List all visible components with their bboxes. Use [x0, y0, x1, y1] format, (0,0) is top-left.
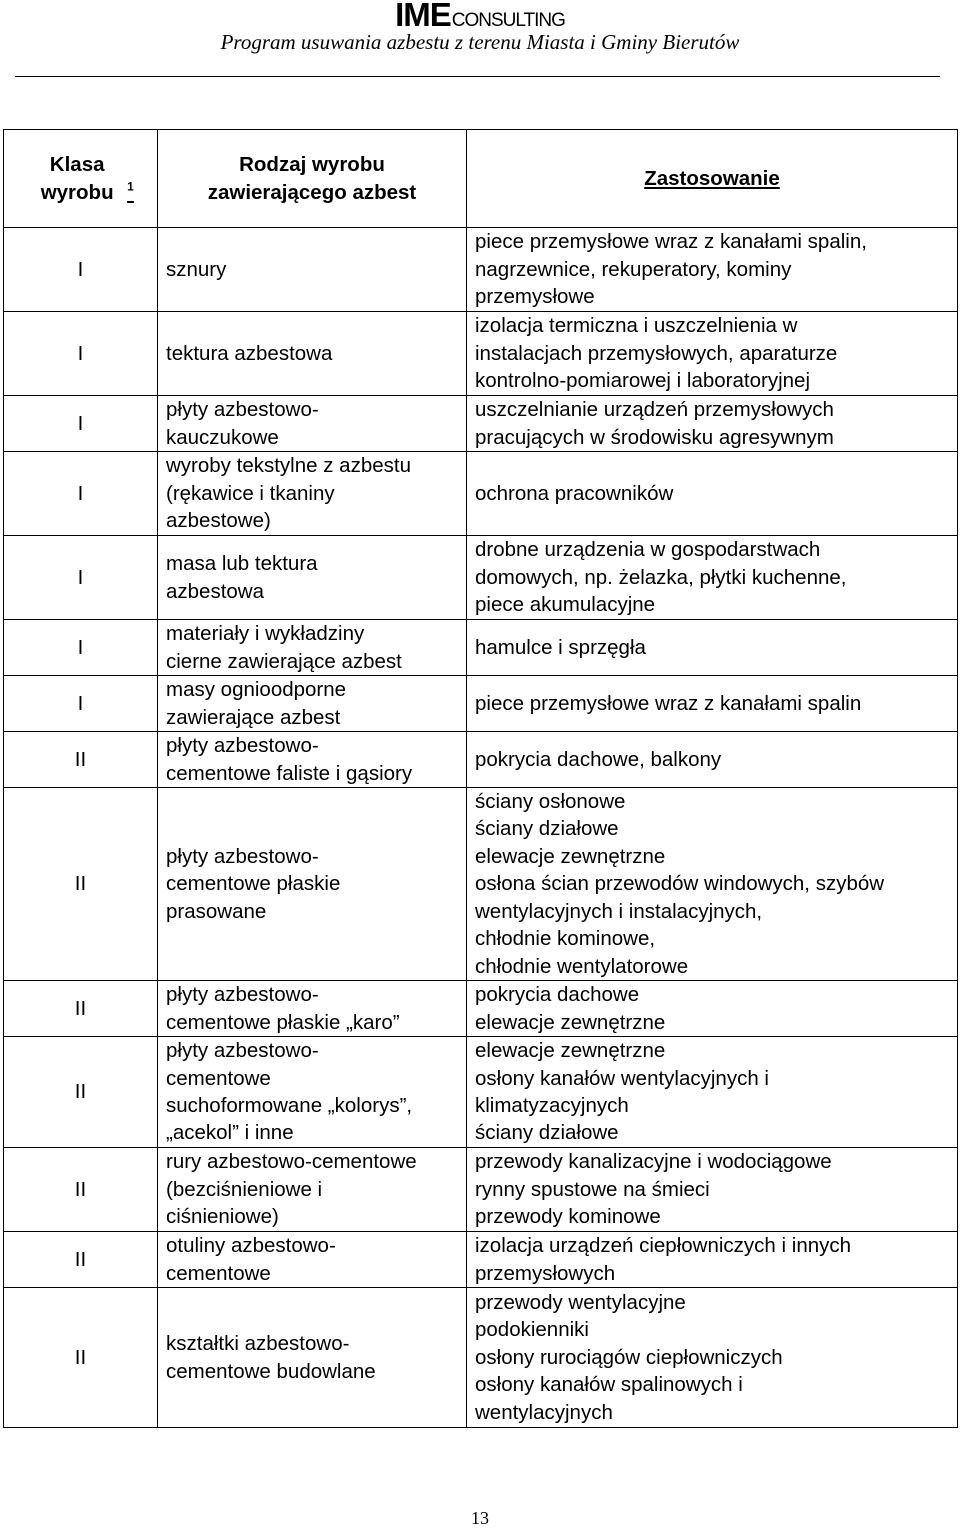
usage-line: ściany działowe [475, 817, 619, 841]
class-cell: I [4, 452, 158, 536]
product-line: rury azbestowo-cementowe [166, 1150, 417, 1174]
class-cell: II [4, 1232, 158, 1288]
table-row [4, 536, 958, 620]
product-line: płyty azbestowo- [166, 734, 319, 758]
usage-line: domowych, np. żelazka, płytki kuchenne, [475, 565, 847, 589]
product-line: płyty azbestowo- [166, 844, 319, 868]
product-cell [158, 228, 467, 312]
product-line: cementowe [166, 1261, 271, 1285]
table-row [4, 732, 958, 788]
product-line: azbestowe) [166, 509, 271, 533]
usage-line: pracujących w środowisku agresywnym [475, 425, 834, 449]
class-cell: II [4, 1148, 158, 1232]
product-line: cementowe [166, 1066, 271, 1090]
header-class [4, 130, 158, 228]
table-row [4, 1288, 958, 1428]
table-header-row [4, 130, 958, 228]
table-row [4, 396, 958, 452]
product-cell [158, 981, 467, 1037]
product-line: ciśnieniowe) [166, 1205, 279, 1229]
usage-line: ochrona pracowników [475, 481, 674, 505]
usage-cell [467, 981, 958, 1037]
usage-line: osłony kanałów spalinowych i [475, 1373, 743, 1397]
class-cell: II [4, 981, 158, 1037]
header-divider [15, 76, 940, 77]
table-row [4, 452, 958, 536]
table-row [4, 981, 958, 1037]
document-header-title: Program usuwania azbestu z terenu Miasta i Gminy Bierutów [220, 30, 740, 54]
product-line: azbestowa [166, 579, 265, 603]
product-line: kształtki azbestowo- [166, 1332, 350, 1356]
product-line: tektura azbestowa [166, 341, 333, 365]
usage-line: osłony kanałów wentylacyjnych i [475, 1066, 769, 1090]
usage-line: instalacjach przemysłowych, aparaturze [475, 341, 838, 365]
class-cell: I [4, 312, 158, 396]
usage-line: drobne urządzenia w gospodarstwach [475, 538, 821, 562]
usage-line: elewacje zewnętrzne [475, 1010, 666, 1034]
usage-cell [467, 1288, 958, 1428]
product-cell [158, 676, 467, 732]
usage-cell [467, 788, 958, 981]
usage-line: przewody kanalizacyjne i wodociągowe [475, 1150, 832, 1174]
company-logo [0, 0, 960, 33]
asbestos-products-table [3, 129, 958, 1428]
usage-line: izolacja termiczna i uszczelnienia w [475, 314, 798, 338]
product-line: cementowe budowlane [166, 1359, 376, 1383]
usage-cell [467, 1148, 958, 1232]
usage-line: uszczelnianie urządzeń przemysłowych [475, 398, 834, 422]
product-line: wyroby tekstylne z azbestu [166, 454, 411, 478]
usage-line: elewacje zewnętrzne [475, 1039, 666, 1063]
usage-line: izolacja urządzeń ciepłowniczych i innych [475, 1234, 852, 1258]
usage-line: chłodnie wentylatorowe [475, 954, 689, 978]
header-class-label: Klasa wyrobu [40, 153, 114, 204]
usage-cell [467, 452, 958, 536]
product-line: zawierające azbest [166, 705, 341, 729]
usage-line: nagrzewnice, rekuperatory, kominy [475, 257, 792, 281]
page-number: 13 [471, 1508, 489, 1528]
table-row [4, 1148, 958, 1232]
usage-line: chłodnie kominowe, [475, 927, 656, 951]
product-cell [158, 1148, 467, 1232]
product-line: cementowe faliste i gąsiory [166, 761, 413, 785]
table-body [4, 228, 958, 1428]
usage-line: piece akumulacyjne [475, 593, 656, 617]
usage-cell [467, 312, 958, 396]
usage-cell [467, 1037, 958, 1148]
usage-line: przewody kominowe [475, 1205, 661, 1229]
usage-cell [467, 732, 958, 788]
table-row [4, 620, 958, 676]
product-cell [158, 732, 467, 788]
class-cell: II [4, 1037, 158, 1148]
table-row [4, 788, 958, 981]
usage-line: piece przemysłowe wraz z kanałami spalin, [475, 230, 867, 254]
usage-line: przewody wentylacyjne [475, 1290, 686, 1314]
product-line: (rękawice i tkaniny [166, 481, 335, 505]
product-line: cementowe płaskie „karo” [166, 1010, 400, 1034]
usage-line: piece przemysłowe wraz z kanałami spalin [475, 691, 862, 715]
product-line: materiały i wykładziny [166, 622, 365, 646]
product-line: masa lub tektura [166, 552, 318, 576]
product-cell [158, 536, 467, 620]
product-line: „acekol” i inne [166, 1121, 294, 1145]
product-cell [158, 1288, 467, 1428]
usage-line: przemysłowych [475, 1261, 616, 1285]
usage-line: kontrolno-pomiarowej i laboratoryjnej [475, 369, 810, 393]
usage-line: klimatyzacyjnych [475, 1094, 629, 1117]
usage-line: ściany osłonowe [475, 790, 626, 814]
usage-line: przemysłowe [475, 285, 595, 309]
logo-consulting: CONSULTING [451, 10, 565, 31]
usage-cell [467, 396, 958, 452]
table-row [4, 1037, 958, 1148]
usage-line: ściany działowe [475, 1121, 619, 1145]
usage-line: wentylacyjnych [475, 1400, 613, 1424]
usage-line: rynny spustowe na śmieci [475, 1177, 710, 1201]
product-line: płyty azbestowo- [166, 1039, 319, 1063]
class-cell: I [4, 536, 158, 620]
class-cell: II [4, 788, 158, 981]
usage-line: osłona ścian przewodów windowych, szybów [475, 872, 885, 896]
footnote-marker: 1 [127, 179, 134, 194]
table-row [4, 312, 958, 396]
logo-ime: IME [395, 0, 451, 33]
product-line: suchoformowane „kolorys”, [166, 1094, 413, 1117]
usage-cell [467, 228, 958, 312]
class-cell: II [4, 732, 158, 788]
class-cell: I [4, 620, 158, 676]
product-cell [158, 788, 467, 981]
table-row [4, 676, 958, 732]
class-cell: I [4, 228, 158, 312]
product-cell [158, 620, 467, 676]
usage-line: osłony rurociągów ciepłowniczych [475, 1345, 783, 1369]
product-line: (bezciśnieniowe i [166, 1177, 323, 1201]
product-line: sznury [166, 257, 227, 281]
header-product [158, 130, 467, 228]
product-cell [158, 1037, 467, 1148]
usage-cell [467, 676, 958, 732]
product-cell [158, 312, 467, 396]
header-product-label: Rodzaj wyrobu zawierającego azbest [207, 153, 417, 204]
usage-cell [467, 536, 958, 620]
product-line: cementowe płaskie [166, 872, 341, 896]
product-line: cierne zawierające azbest [166, 649, 402, 673]
usage-line: pokrycia dachowe, balkony [475, 747, 722, 771]
usage-cell [467, 620, 958, 676]
class-cell: I [4, 676, 158, 732]
usage-line: podokienniki [475, 1318, 589, 1342]
product-cell [158, 452, 467, 536]
product-cell [158, 1232, 467, 1288]
usage-line: pokrycia dachowe [475, 983, 640, 1007]
product-line: kauczukowe [166, 425, 279, 449]
usage-line: wentylacyjnych i instalacyjnych, [475, 899, 763, 923]
class-cell: I [4, 396, 158, 452]
product-line: płyty azbestowo- [166, 983, 319, 1007]
class-cell: II [4, 1288, 158, 1428]
usage-line: elewacje zewnętrzne [475, 844, 666, 868]
product-line: masy ognioodporne [166, 678, 347, 702]
product-line: otuliny azbestowo- [166, 1234, 336, 1258]
header-usage-label: Zastosowanie [644, 166, 780, 190]
table-row [4, 1232, 958, 1288]
header-usage [467, 130, 958, 228]
table-row [4, 228, 958, 312]
usage-line: hamulce i sprzęgła [475, 635, 646, 659]
product-line: prasowane [166, 899, 267, 923]
product-line: płyty azbestowo- [166, 398, 319, 422]
product-cell [158, 396, 467, 452]
usage-cell [467, 1232, 958, 1288]
